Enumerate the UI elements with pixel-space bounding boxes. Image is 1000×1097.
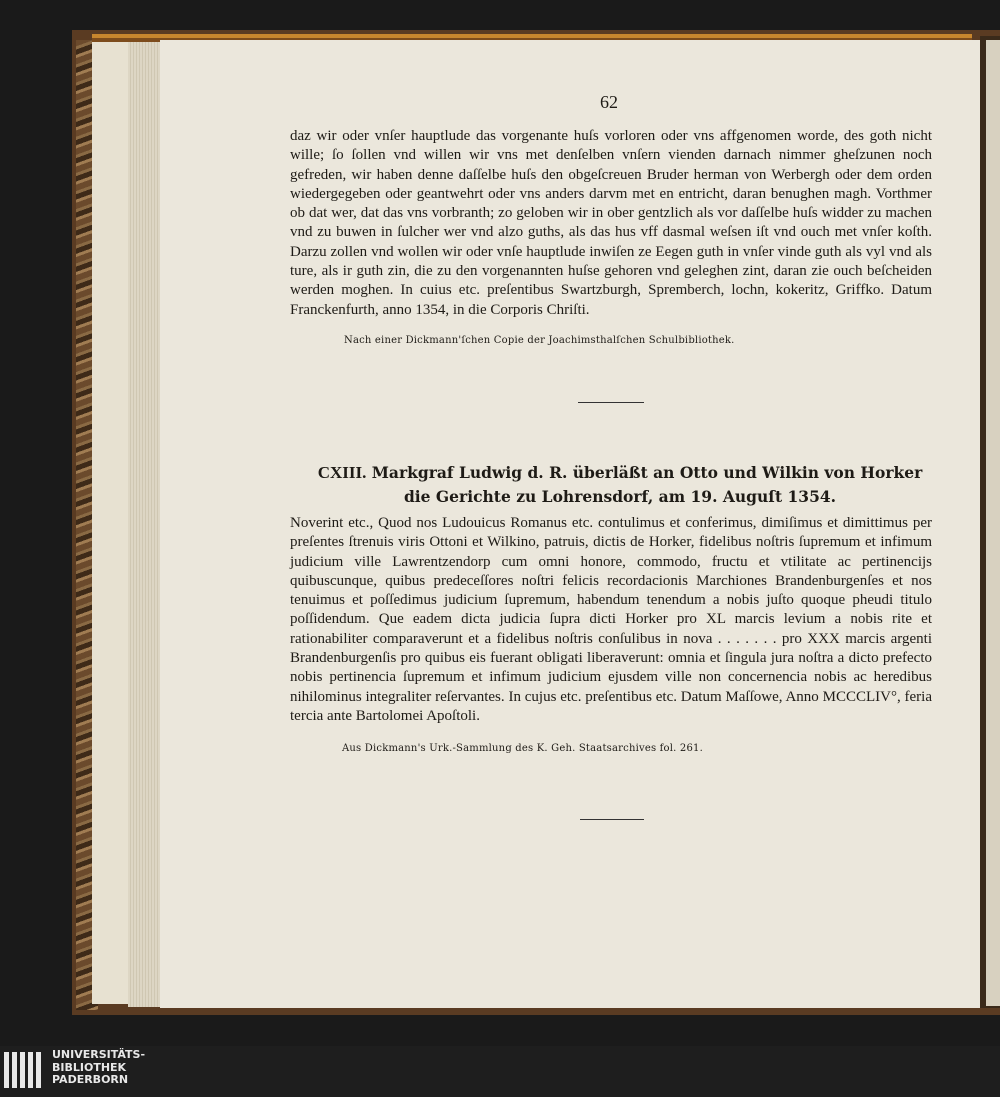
separator-rule <box>578 402 644 403</box>
page-number: 62 <box>600 92 618 112</box>
source-note-1: Nach einer Dickmann'ſchen Copie der Joachimsthalſchen Schulbibliothek. <box>344 335 735 346</box>
heading-text: Markgraf Ludwig d. R. überläßt an Otto und Wilkin von Horker die Gerichte zu Lohrensdorf, am 19. Auguſt 1354. <box>371 463 923 506</box>
heading-number: CXIII. <box>317 463 367 482</box>
end-rule <box>580 819 644 820</box>
library-logo-text <box>52 1049 145 1087</box>
logo-line-3: PADERBORN <box>52 1073 129 1086</box>
page-stack <box>128 42 164 1007</box>
document-text-1: daz wir oder vnſer hauptlude das vorgenante huſs vorloren oder vns affgenomen worde, des goth nicht wille; ſo ſollen vnd willen wir vns met denſelben vnſern vienden darnach nimmer gheſzunen noch gefreden, wir haben denne daſſelbe huſs den obgeſcreuen Bruder herman von Werbergh oder dem orden wiedergegeben oder geantwehrt oder vns anders darvm met en entricht, daran benughen magh. Vorthmer ob dat wer, dat das vns vorbranth; zo geloben wir in ober gentzlich als vor daſſelbe huſs widder zu machen vnd zu buwen in ſulcher wer vnd alzo guths, als das hus vff dasmal weſsen iſt vnd ouch met vnſer koſth. Darzu zollen vnd wollen wir oder vnſe hauptlude inwiſen ze Eegen guth in vnſer vinde guth als vyl vnd als ture, als ir guth zin, die zu den vorgenannten huſse gehoren vnd geleghen zint, daran zie ouch beſcheiden werden moghen. In cuius etc. preſentibus Swartzburgh, Spremberch, lochn, kokeritz, Griffko. Datum Franckenfurth, anno 1354, in die Corporis Chriſti. <box>290 128 932 318</box>
document-text-2: Noverint etc., Quod nos Ludouicus Romanus etc. contulimus et conferimus, dimiſimus et dimittimus per preſentes ſtrenuis viris Ottoni et Wilkino, patruis, dictis de Horker, fidelibus noſtris ſupremum et infimum judicium ville Lawrentzendorp cum omni honore, commodo, fructu et vtilitate ac pertinencijs quibuscunque, quibus predeceſſores noſtri felicis recordacionis Marchiones Brandenburgenſes et nos tenuimus et poſſedimus judicium ſupremum, habendum tenendum a nobis juſto quoque pheudi titulo poſſidendum. Que eadem dicta judicia ſupra dicti Horker pro XL marcis levium a nobis rite et rationabiliter comparaverunt et a fidelibus noſtris conſulibus in nova . . . . . . . pro XXX marcis argenti Brandenburgenſis pro quibus eis fuerant obligati liberaverunt: omnia et ſingula jura noſtra a dicto prefecto nobis pertinencia ſupremum et infimum judicium ejusdem ville non concernencia nobis ac heredibus nihilominus integraliter reſervantes. In cujus etc. preſentibus etc. Datum Maſſowe, Anno MCCCLIV°, feria tercia ante Bartolomei Apoſtoli. <box>290 515 932 724</box>
logo-line-2: BIBLIOTHEK <box>52 1060 127 1074</box>
document-heading <box>310 461 930 509</box>
footer-bar <box>0 1046 1000 1097</box>
next-page-edge <box>986 40 1000 1006</box>
logo-line-1: UNIVERSITÄTS- <box>52 1048 146 1061</box>
library-logo-icon <box>4 1052 44 1088</box>
source-note-2: Aus Dickmann's Urk.-Sammlung des K. Geh. Staatsarchives fol. 261. <box>342 743 704 754</box>
